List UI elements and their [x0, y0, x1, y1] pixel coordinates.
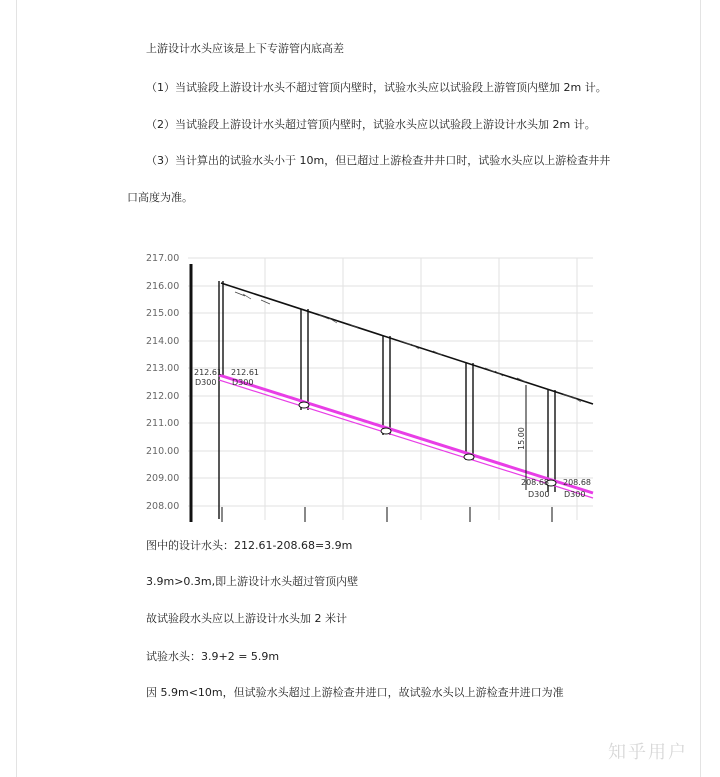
- axis-ticks: [222, 507, 552, 522]
- y-tick-label: 212.00: [146, 391, 180, 402]
- rule-item-3-line-1: （3）当计算出的试验水头小于 10m，但已超过上游检查井井口时，试验水头应以上游检查井井: [146, 154, 611, 167]
- upstream-elevation-label: 212.61: [194, 368, 222, 377]
- downstream-elevation-label: 208.68: [521, 478, 549, 487]
- intro-line: 上游设计水头应该是上下专游管内底高差: [146, 42, 344, 55]
- calc-line-5: 因 5.9m<10m，但试验水头超过上游检查井进口，故试验水头以上游检查井进口为准: [146, 686, 564, 699]
- ground-hatching: [235, 292, 581, 402]
- upstream-pipe-label: D300: [195, 378, 217, 387]
- calc-line-1: 图中的设计水头：212.61-208.68=3.9m: [146, 539, 353, 552]
- watermark: 知乎用户: [608, 742, 688, 763]
- y-tick-label: 216.00: [146, 281, 180, 292]
- rule-item-2: （2）当试验段上游设计水头超过管顶内壁时，试验水头应以试验段上游设计水头加 2m 计。: [146, 118, 596, 131]
- downstream-pipe-label: D300: [528, 490, 550, 499]
- y-tick-label: 213.00: [146, 363, 180, 374]
- y-tick-label: 208.00: [146, 501, 180, 512]
- calc-line-4: 试验水头：3.9+2 = 5.9m: [146, 650, 280, 663]
- y-tick-label: 214.00: [146, 336, 180, 347]
- y-tick-label: 217.00: [146, 253, 180, 264]
- downstream-pipe-label-2: D300: [564, 490, 586, 499]
- pipeline-profile-figure: [143, 252, 595, 522]
- y-axis-labels: [146, 253, 179, 512]
- y-tick-label: 215.00: [146, 308, 180, 319]
- rule-item-3-line-2: 口高度为准。: [127, 191, 193, 204]
- calc-line-3: 故试验段水头应以上游设计水头加 2 米计: [146, 612, 347, 625]
- annotations: [194, 368, 591, 499]
- upstream-elevation-label-2: 212.61: [231, 368, 259, 377]
- profile-drawing: [143, 252, 595, 522]
- y-tick-label: 209.00: [146, 473, 180, 484]
- y-tick-label: 211.00: [146, 418, 180, 429]
- upstream-pipe-label-2: D300: [232, 378, 254, 387]
- height-label: 15.00: [517, 427, 526, 450]
- calc-line-2: 3.9m>0.3m,即上游设计水头超过管顶内壁: [146, 575, 359, 588]
- rule-item-1: （1）当试验段上游设计水头不超过管顶内壁时，试验水头应以试验段上游管顶内壁加 2m 计。: [146, 81, 607, 94]
- page-border-right: [700, 0, 701, 777]
- manholes: [219, 281, 555, 519]
- page-border-left: [16, 0, 17, 777]
- downstream-elevation-label-2: 208.68: [563, 478, 591, 487]
- y-tick-label: 210.00: [146, 446, 180, 457]
